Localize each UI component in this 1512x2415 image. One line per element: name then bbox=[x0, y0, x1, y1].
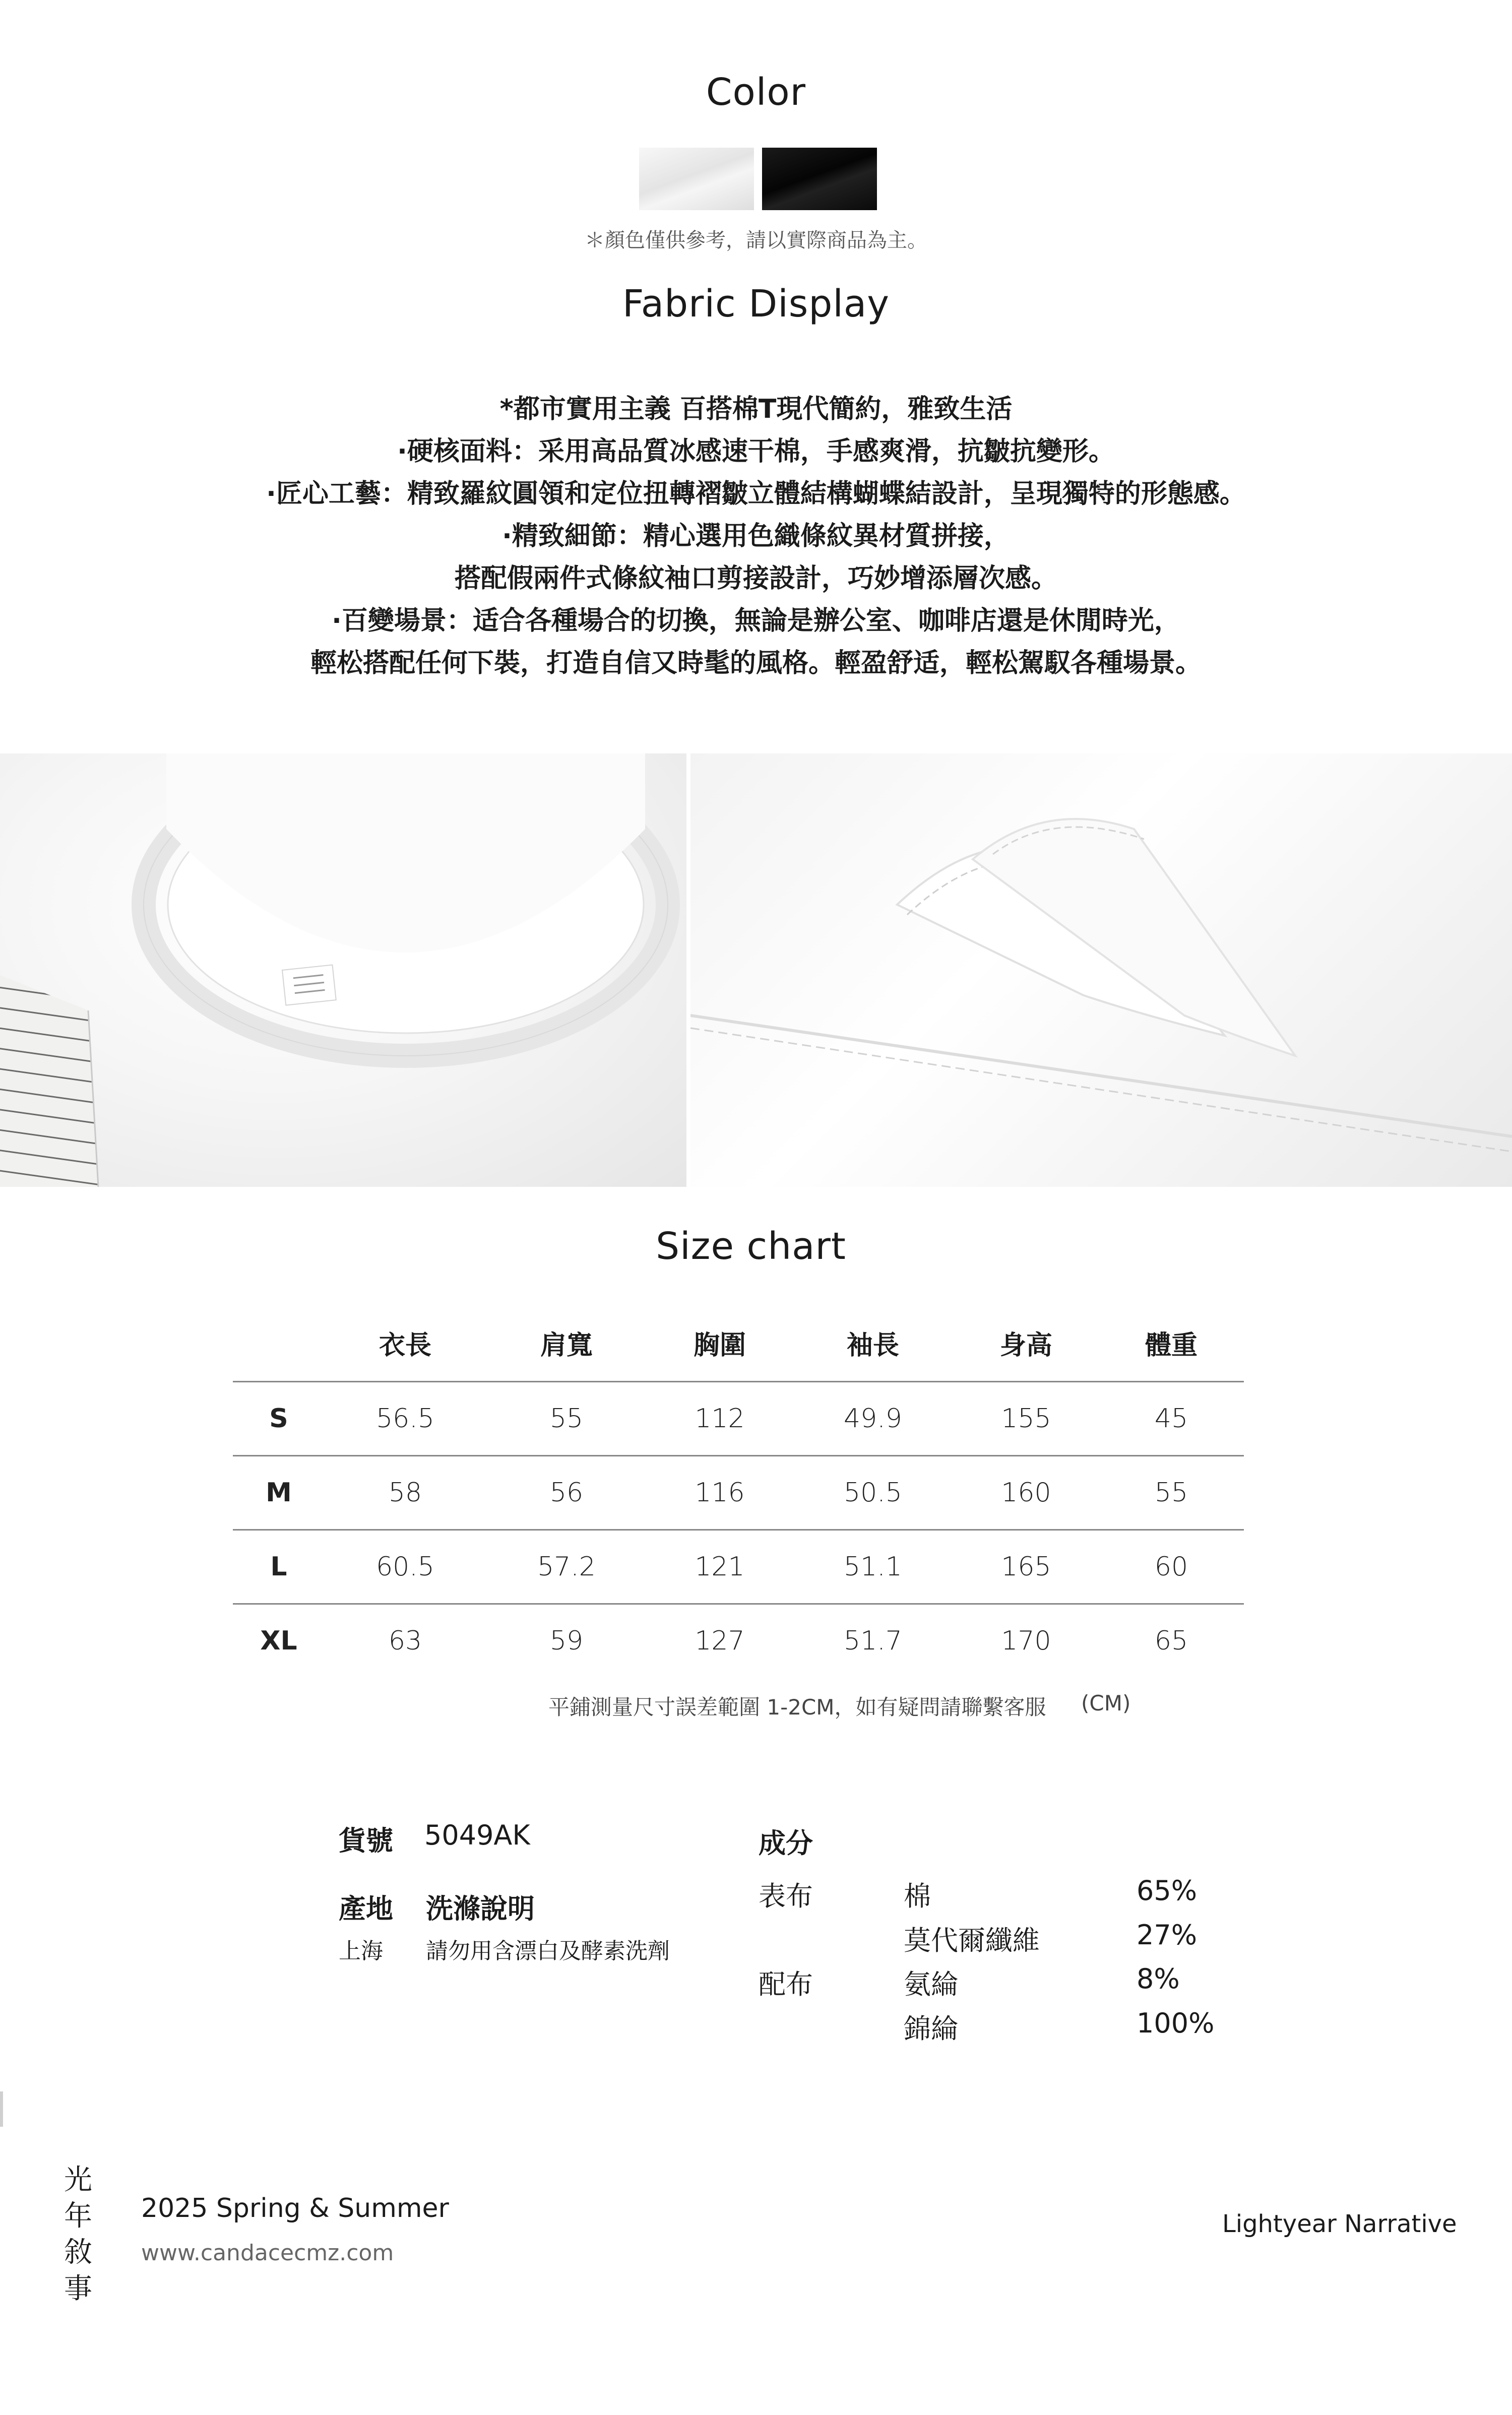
table-cell: 59 bbox=[549, 1626, 584, 1656]
table-cell: 50.5 bbox=[792, 1456, 954, 1530]
table-cell: 127 bbox=[695, 1626, 745, 1656]
swatch-black[interactable] bbox=[762, 148, 877, 210]
brand-char: 事 bbox=[64, 2272, 92, 2305]
size-chart-title: Size chart bbox=[656, 1225, 846, 1268]
composition-material: 棉 bbox=[904, 1880, 931, 1912]
hem-illustration bbox=[690, 753, 1512, 1187]
composition-percent: 8% bbox=[1137, 1963, 1180, 1995]
size-header-corner bbox=[233, 1304, 325, 1382]
table-cell: 121 bbox=[647, 1530, 792, 1604]
table-cell: 58 bbox=[325, 1456, 486, 1530]
care-label: 洗滌說明 bbox=[426, 1893, 535, 1925]
composition-percent: 100% bbox=[1137, 2007, 1215, 2039]
footer-website[interactable]: www.candacecmz.com bbox=[141, 2240, 394, 2266]
table-cell: 55 bbox=[486, 1382, 647, 1456]
fabric-line: ·百變場景：适合各種場合的切換，無論是辦公室、咖啡店還是休閒時光， bbox=[332, 606, 1180, 636]
size-header-sleeve: 袖長 bbox=[792, 1304, 954, 1382]
size-header-height: 身高 bbox=[954, 1304, 1099, 1382]
fabric-line: 搭配假兩件式條紋袖口剪接設計，巧妙增添層次感。 bbox=[454, 563, 1057, 594]
fabric-line: ·精致細節：精心選用色織條紋異材質拼接， bbox=[502, 521, 1010, 551]
size-table bbox=[233, 1304, 1244, 1677]
size-header-chest: 胸圍 bbox=[647, 1304, 792, 1382]
size-note: 平鋪測量尺寸誤差範圍 1-2CM，如有疑問請聯繫客服 bbox=[548, 1695, 1046, 1720]
composition-percent: 27% bbox=[1137, 1919, 1198, 1951]
table-cell: 49.9 bbox=[792, 1382, 954, 1456]
table-cell: 112 bbox=[647, 1382, 792, 1456]
size-table-header bbox=[233, 1304, 1244, 1382]
composition-label: 成分 bbox=[759, 1827, 813, 1859]
brand-char: 光 bbox=[64, 2164, 92, 2196]
table-cell: 57.2 bbox=[486, 1530, 647, 1604]
size-label: L bbox=[233, 1530, 325, 1604]
table-row bbox=[233, 1456, 1244, 1530]
size-header-weight: 體重 bbox=[1099, 1304, 1244, 1382]
footer-season: 2025 Spring & Summer bbox=[141, 2193, 449, 2223]
origin-value: 上海 bbox=[339, 1938, 383, 1964]
hem-detail-photo bbox=[690, 753, 1512, 1187]
table-cell: 60 bbox=[1099, 1530, 1244, 1604]
table-cell: 65 bbox=[1154, 1626, 1188, 1656]
table-cell: 155 bbox=[954, 1382, 1099, 1456]
size-unit: (CM) bbox=[1081, 1691, 1131, 1715]
size-label: S bbox=[233, 1382, 325, 1456]
footer-tagline: Lightyear Narrative bbox=[1222, 2210, 1457, 2238]
table-cell: 60.5 bbox=[325, 1530, 486, 1604]
table-cell: 51.7 bbox=[844, 1626, 902, 1656]
table-cell: 56.5 bbox=[325, 1382, 486, 1456]
composition-part: 表布 bbox=[759, 1880, 813, 1912]
footer-edge-mark bbox=[0, 2091, 3, 2127]
fabric-line: ·硬核面料：采用高品質冰感速干棉，手感爽滑，抗皺抗變形。 bbox=[397, 436, 1115, 467]
composition-material: 莫代爾纖維 bbox=[904, 1925, 1040, 1956]
size-header-length: 衣長 bbox=[325, 1304, 486, 1382]
table-cell: 160 bbox=[954, 1456, 1099, 1530]
fabric-title: Fabric Display bbox=[622, 282, 890, 326]
fabric-line: 輕松搭配任何下裝，打造自信又時髦的風格。輕盈舒适，輕松駕馭各種場景。 bbox=[310, 648, 1202, 678]
collar-illustration bbox=[0, 753, 686, 1187]
size-label: XL bbox=[260, 1626, 297, 1656]
table-cell: 51.1 bbox=[792, 1530, 954, 1604]
table-cell: 165 bbox=[954, 1530, 1099, 1604]
care-value: 請勿用含漂白及酵素洗劑 bbox=[426, 1938, 670, 1964]
size-header-shoulder: 肩寬 bbox=[486, 1304, 647, 1382]
composition-percent: 65% bbox=[1137, 1875, 1198, 1906]
color-note: ＊顏色僅供參考，請以實際商品為主。 bbox=[585, 229, 927, 252]
table-row bbox=[233, 1382, 1244, 1456]
brand-char: 年 bbox=[64, 2200, 92, 2233]
brand-vertical-logo bbox=[60, 2162, 96, 2307]
table-cell: 116 bbox=[647, 1456, 792, 1530]
composition-material: 錦綸 bbox=[904, 2013, 958, 2045]
table-row bbox=[233, 1530, 1244, 1604]
composition-material: 氨綸 bbox=[904, 1968, 958, 2000]
color-title: Color bbox=[706, 71, 806, 114]
item-no-label: 貨號 bbox=[339, 1825, 393, 1857]
brand-char: 敘 bbox=[64, 2236, 92, 2269]
fabric-line: ·匠心工藝：精致羅紋圓領和定位扭轉褶皺立體結構蝴蝶結設計，呈現獨特的形態感。 bbox=[266, 479, 1246, 509]
item-no-value: 5049AK bbox=[424, 1819, 530, 1851]
table-cell: 56 bbox=[486, 1456, 647, 1530]
table-cell: 55 bbox=[1099, 1456, 1244, 1530]
color-swatches bbox=[639, 148, 877, 210]
fabric-line: *都市實用主義 百搭棉T現代簡約，雅致生活 bbox=[499, 394, 1013, 424]
collar-detail-photo bbox=[0, 753, 686, 1187]
table-cell: 63 bbox=[388, 1626, 422, 1656]
swatch-white[interactable] bbox=[639, 148, 754, 210]
table-cell: 45 bbox=[1099, 1382, 1244, 1456]
fabric-description bbox=[0, 388, 1512, 684]
table-cell: 170 bbox=[1001, 1626, 1051, 1656]
table-row bbox=[233, 1604, 1244, 1678]
composition-part: 配布 bbox=[759, 1968, 813, 2000]
size-label: M bbox=[233, 1456, 325, 1530]
origin-label: 產地 bbox=[339, 1893, 393, 1925]
